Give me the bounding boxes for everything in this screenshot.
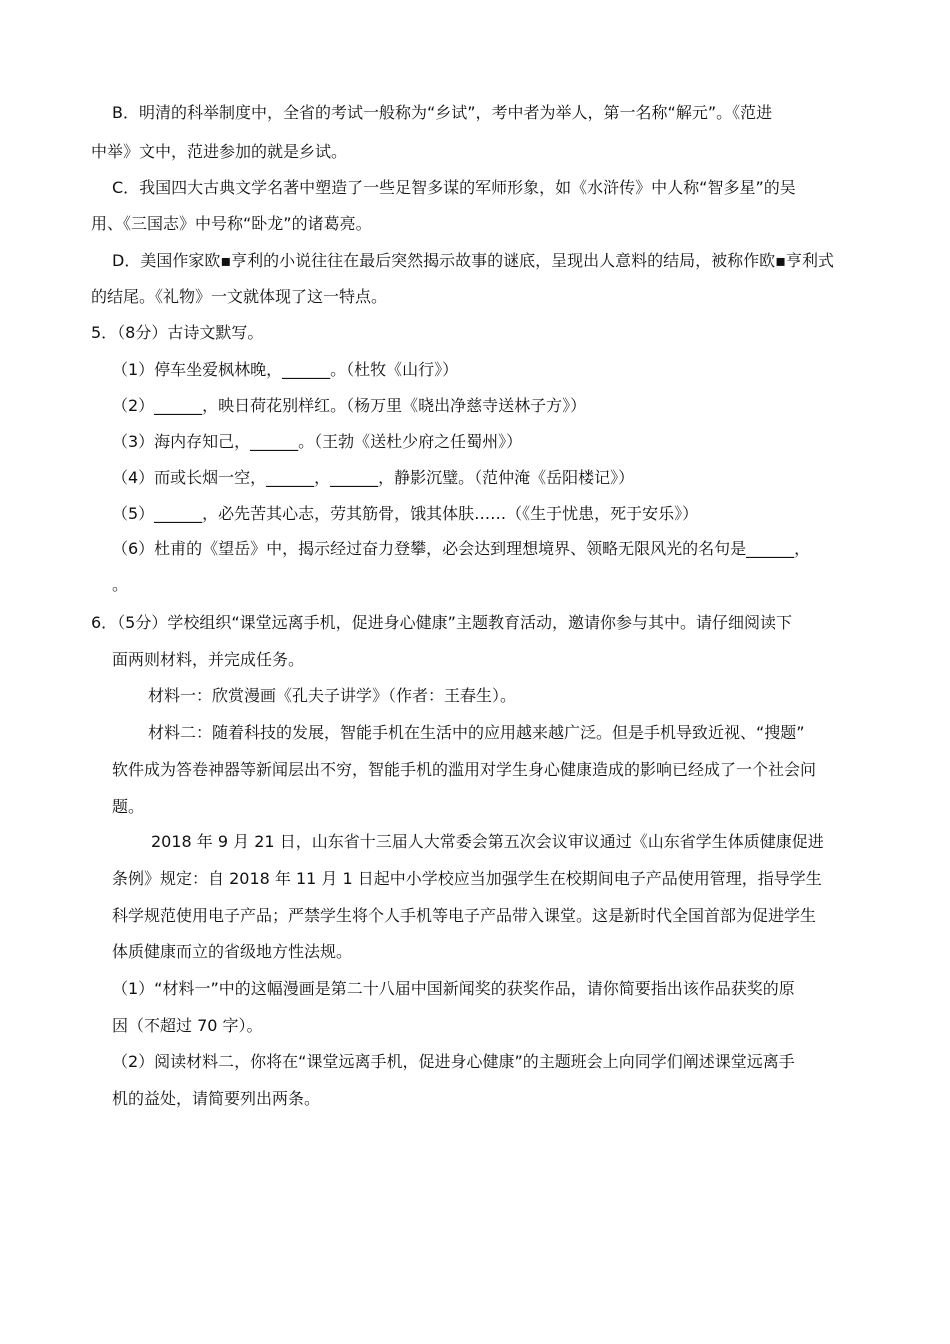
q6-task1-line1: （1）“材料一”中的这幅漫画是第二十八届中国新闻奖的获奖作品，请你简要指出该作品获奖的原 <box>112 979 795 998</box>
q6-heading-line2: 面两则材料，并完成任务。 <box>112 650 305 669</box>
q6-task1-line2: 因（不超过 70 字）。 <box>112 1016 263 1035</box>
q5-heading: 5．（8分）古诗文默写。 <box>91 323 264 342</box>
q4-option-b-line1: B．明清的科举制度中，全省的考试一般称为“乡试”，考中者为举人，第一名称“解元”。《范进 <box>112 103 773 122</box>
q4-option-c-line1: C．我国四大古典文学名著中塑造了一些足智多谋的军师形象，如《水浒传》中人称“智多星”的吴 <box>112 178 796 197</box>
q4-option-c-line2: 用、《三国志》中号称“卧龙”的诸葛亮。 <box>91 214 372 233</box>
q6-law-line3: 科学规范使用电子产品；严禁学生将个人手机等电子产品带入课堂。这是新时代全国首部为促进学生 <box>112 906 817 925</box>
q5-item-4: （4）而或长烟一空，______，______，静影沉璧。（范仲淹《岳阳楼记》） <box>112 468 635 487</box>
q5-item-1: （1）停车坐爱枫林晚，______。（杜牧《山行》） <box>112 360 459 379</box>
q6-task2-line2: 机的益处，请简要列出两条。 <box>112 1089 321 1108</box>
q5-item-5: （5）______，必先苦其心志，劳其筋骨，饿其体肤……（《生于忧患，死于安乐》） <box>112 504 699 523</box>
q6-law-line2: 条例》规定：自 2018 年 11 月 1 日起中小学校应当加强学生在校期间电子产品使用管理，指导学生 <box>112 869 822 888</box>
q5-item-2: （2）______，映日荷花别样红。（杨万里《晓出净慈寺送林子方》） <box>112 396 587 415</box>
q4-option-b-line2: 中举》文中，范进参加的就是乡试。 <box>91 142 348 161</box>
q6-task2-line1: （2）阅读材料二，你将在“课堂远离手机，促进身心健康”的主题班会上向同学们阐述课堂远离手 <box>112 1052 795 1071</box>
q6-material-two-line2: 软件成为答卷神器等新闻层出不穷，智能手机的滥用对学生身心健康造成的影响已经成了一个社会问 <box>112 760 817 779</box>
q4-option-d-line1: D．美国作家欧▪亨利的小说往往在最后突然揭示故事的谜底，呈现出人意料的结局，被称作欧▪亨利式 <box>112 251 835 270</box>
q5-item-6: （6）杜甫的《望岳》中，揭示经过奋力登攀，必会达到理想境界、领略无限风光的名句是______， <box>112 539 811 558</box>
q6-heading-line1: 6．（5分）学校组织“课堂远离手机，促进身心健康”主题教育活动，邀请你参与其中。请仔细阅读下 <box>91 613 792 632</box>
q6-law-line1: 2018 年 9 月 21 日，山东省十三届人大常委会第五次会议审议通过《山东省学生体质健康促进 <box>151 832 824 851</box>
q5-item-3: （3）海内存知己，______。（王勃《送杜少府之任蜀州》） <box>112 432 523 451</box>
q6-material-two-line1: 材料二：随着科技的发展，智能手机在生活中的应用越来越广泛。但是手机导致近视、“搜题” <box>148 723 805 742</box>
q6-law-line4: 体质健康而立的省级地方性法规。 <box>112 942 353 961</box>
q4-option-d-line2: 的结尾。《礼物》一文就体现了这一特点。 <box>91 287 388 306</box>
q6-material-one: 材料一：欣赏漫画《孔夫子讲学》（作者：王春生）。 <box>148 686 517 705</box>
q5-item-6-continuation: 。 <box>112 575 129 594</box>
q6-material-two-line3: 题。 <box>112 797 145 816</box>
